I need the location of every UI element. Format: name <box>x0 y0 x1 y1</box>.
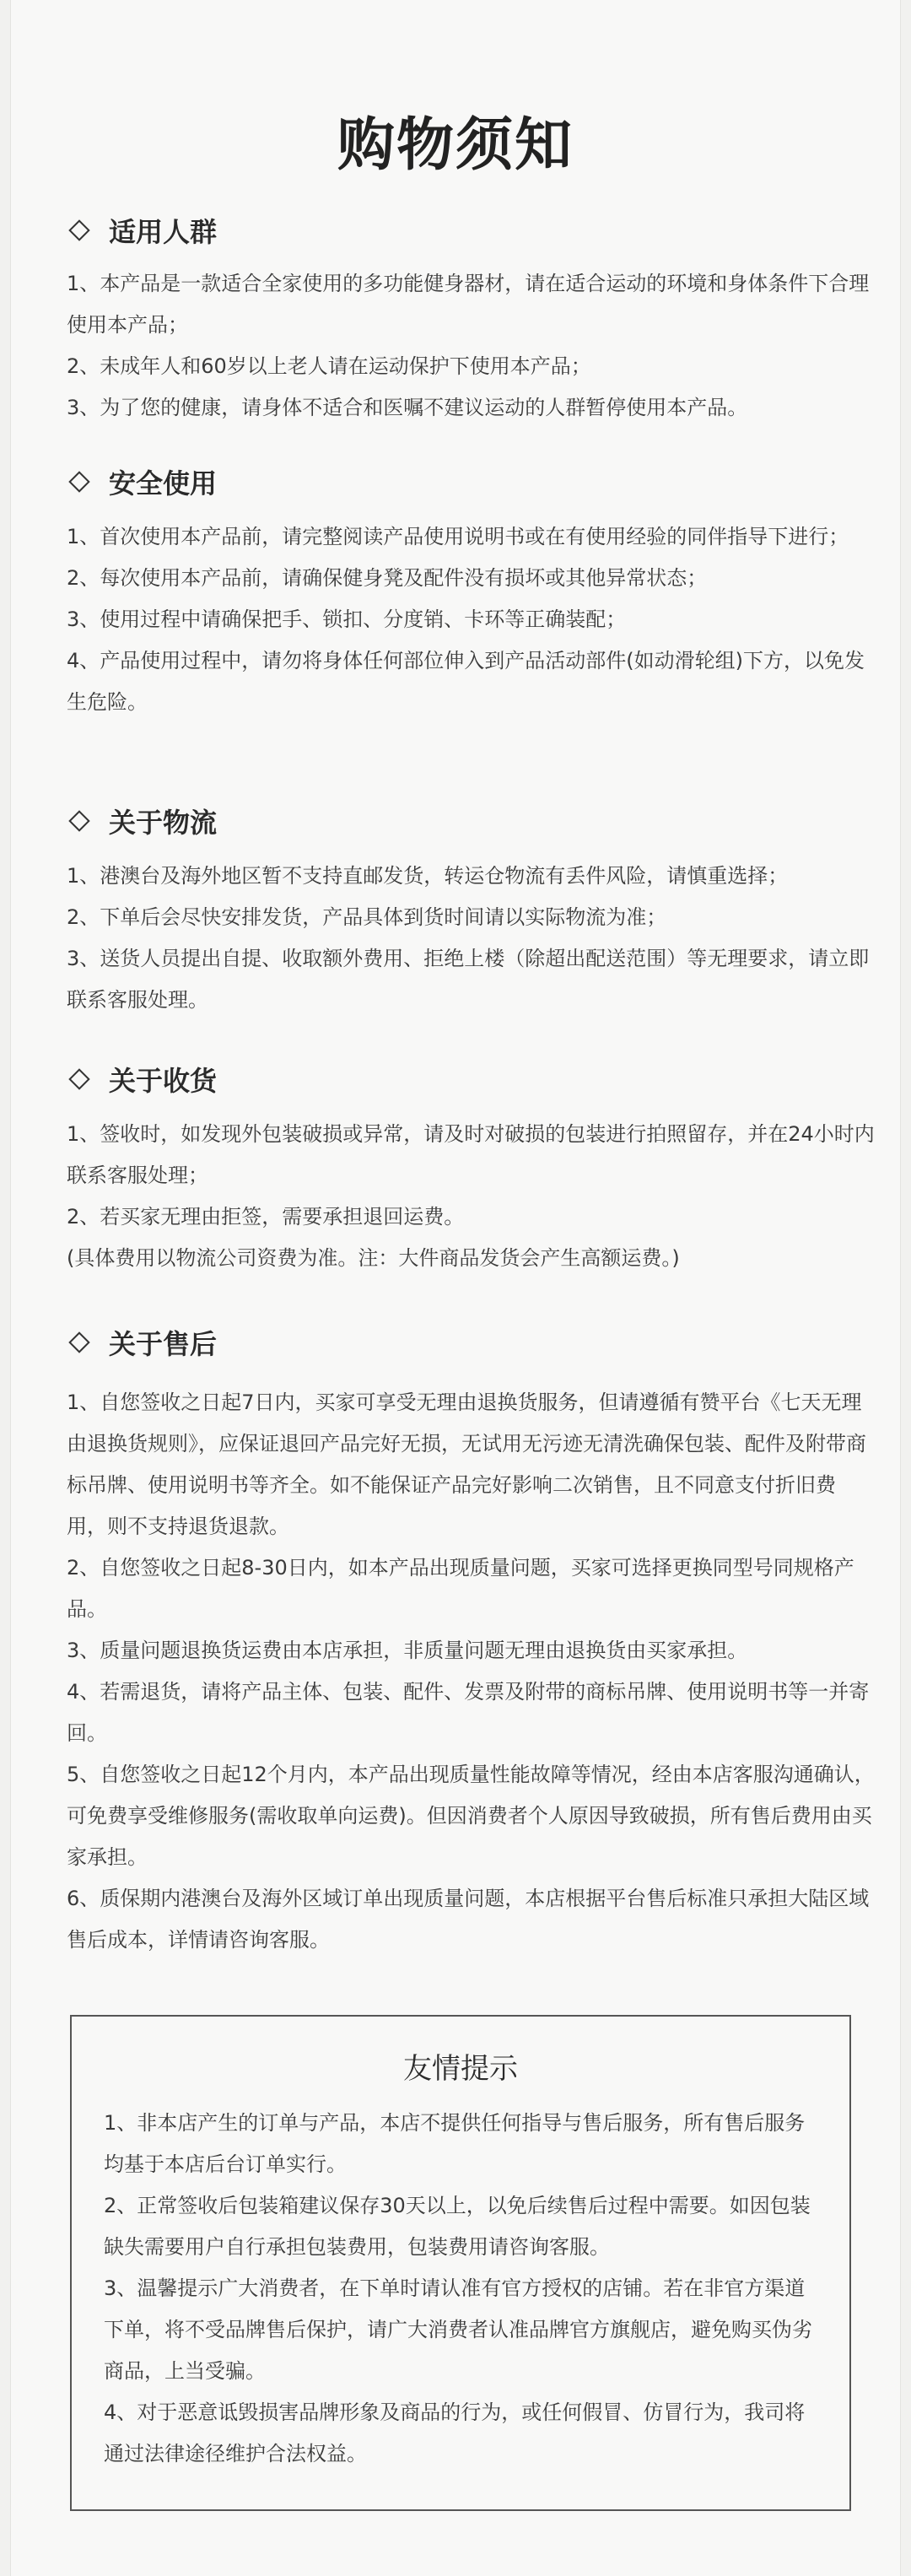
tips-box <box>70 2015 851 2511</box>
list-item: 2、若买家无理由拒签，需要承担退回运费。 <box>67 1205 465 1229</box>
list-item: 2、未成年人和60岁以上老人请在运动保护下使用本产品； <box>67 354 591 378</box>
list-item: 1、首次使用本产品前，请完整阅读产品使用说明书或在有使用经验的同伴指导下进行； <box>67 525 849 548</box>
list-item: 6、质保期内港澳台及海外区域订单出现质量问题，本店根据平台售后标准只承担大陆区域售后成本，详情请咨询客服。 <box>67 1887 870 1952</box>
section-heading-aftersales <box>67 1323 217 1362</box>
list-item: 3、质量问题退换货运费由本店承担，非质量问题无理由退换货由买家承担。 <box>67 1639 748 1662</box>
list-item: 4、若需退货，请将产品主体、包装、配件、发票及附带的商标吊牌、使用说明书等一并寄回。 <box>67 1680 870 1745</box>
section-heading-receipt <box>67 1060 217 1099</box>
diamond-bullet-icon <box>68 219 89 240</box>
list-item: 2、下单后会尽快安排发货，产品具体到货时间请以实际物流为准； <box>67 905 667 929</box>
section-heading-logistics <box>67 802 217 840</box>
list-item: 3、使用过程中请确保把手、锁扣、分度销、卡环等正确装配； <box>67 608 627 631</box>
list-item: 1、本产品是一款适合全家使用的多功能健身器材，请在适合运动的环境和身体条件下合理使用本产品； <box>67 272 870 337</box>
diamond-bullet-icon <box>68 1331 89 1353</box>
section-heading-text: 适用人群 <box>109 216 218 248</box>
page-title: 购物须知 <box>337 112 574 179</box>
list-item: 1、自您签收之日起7日内，买家可享受无理由退换货服务，但请遵循有赞平台《七天无理由退换货规则》，应保证退回产品完好无损，无试用无污迹无清洗确保包装、配件及附带商标吊牌、使用说明书等齐全。如不能保证产品完好影响二次销售，且不同意支付折旧费用，则不支持退货退款。 <box>67 1391 866 1538</box>
diamond-bullet-icon <box>68 1068 89 1089</box>
list-item: 2、正常签收后包装箱建议保存30天以上，以免后续售后过程中需要。如因包装缺失需要用户自行承担包装费用，包装费用请咨询客服。 <box>104 2194 811 2259</box>
section-body-logistics <box>67 856 875 1021</box>
section-heading-text: 安全使用 <box>109 467 218 500</box>
list-item: 4、产品使用过程中，请勿将身体任何部位伸入到产品活动部件(如动滑轮组)下方，以免发生危险。 <box>67 649 865 714</box>
list-item: 2、自您签收之日起8-30日内，如本产品出现质量问题，买家可选择更换同型号同规格产品。 <box>67 1556 854 1621</box>
list-item: 4、对于恶意诋毁损害品牌形象及商品的行为，或任何假冒、仿冒行为，我司将通过法律途径维护合法权益。 <box>104 2400 806 2465</box>
section-heading-text: 关于物流 <box>109 807 218 839</box>
list-item: 3、为了您的健康，请身体不适合和医嘱不建议运动的人群暂停使用本产品。 <box>67 396 748 419</box>
list-item: 1、港澳台及海外地区暂不支持直邮发货，转运仓物流有丢件风险，请慎重选择； <box>67 864 789 888</box>
list-item: 3、送货人员提出自提、收取额外费用、拒绝上楼（除超出配送范围）等无理要求，请立即联系客服处理。 <box>67 947 870 1012</box>
diamond-bullet-icon <box>68 810 89 831</box>
list-item: 2、每次使用本产品前，请确保健身凳及配件没有损坏或其他异常状态； <box>67 566 708 590</box>
list-item: 1、签收时，如发现外包装破损或异常，请及时对破损的包装进行拍照留存，并在24小时内联系客服处理； <box>67 1122 875 1187</box>
list-item: 3、温馨提示广大消费者，在下单时请认准有官方授权的店铺。若在非官方渠道下单，将不受品牌售后保护，请广大消费者认准品牌官方旗舰店，避免购买伪劣商品，上当受骗。 <box>104 2276 812 2383</box>
tips-title: 友情提示 <box>403 2052 518 2086</box>
section-heading-text: 关于收货 <box>109 1065 218 1097</box>
notice-page <box>10 0 901 2576</box>
section-heading-audience <box>67 211 217 250</box>
section-body-audience <box>67 263 875 429</box>
tips-body <box>104 2103 821 2475</box>
section-heading-safety <box>67 462 217 501</box>
list-item: (具体费用以物流公司资费为准。注：大件商品发货会产生高额运费。) <box>67 1246 680 1270</box>
section-body-safety <box>67 516 875 723</box>
section-body-aftersales <box>67 1382 875 1961</box>
list-item: 5、自您签收之日起12个月内，本产品出现质量性能故障等情况，经由本店客服沟通确认，可免费享受维修服务(需收取单向运费)。但因消费者个人原因导致破损，所有售后费用由买家承担。 <box>67 1763 875 1869</box>
diamond-bullet-icon <box>68 471 89 492</box>
list-item: 1、非本店产生的订单与产品，本店不提供任何指导与售后服务，所有售后服务均基于本店后台订单实行。 <box>104 2111 806 2176</box>
section-body-receipt <box>67 1114 875 1279</box>
section-heading-text: 关于售后 <box>109 1328 218 1360</box>
